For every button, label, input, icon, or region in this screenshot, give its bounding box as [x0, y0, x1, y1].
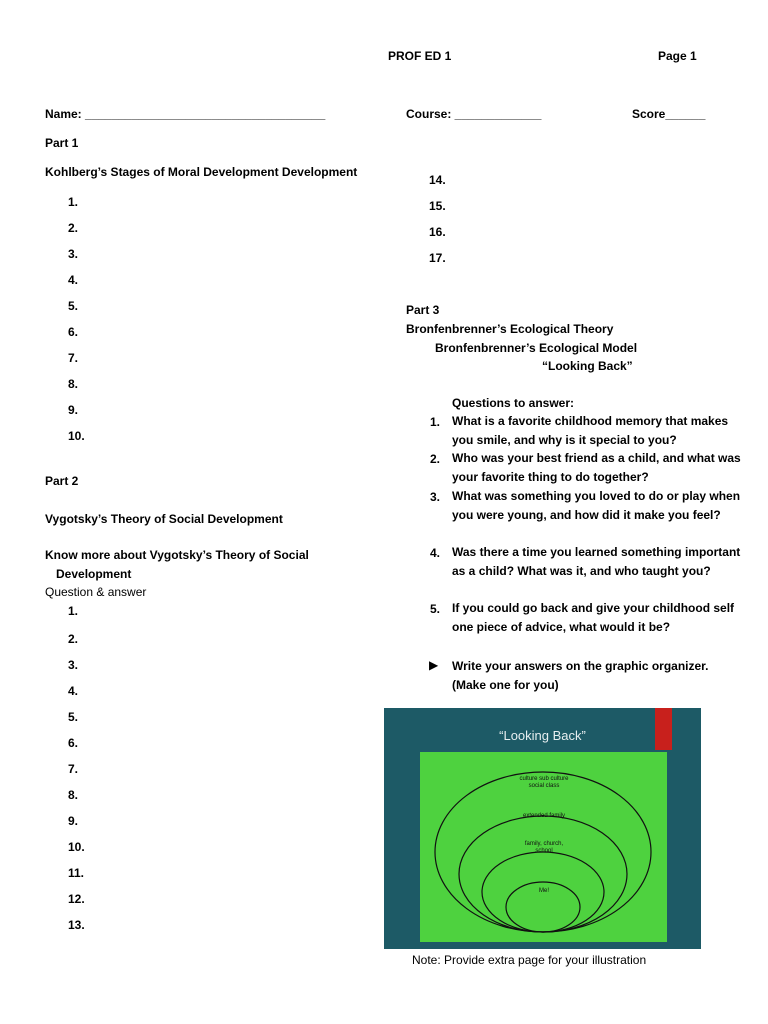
course-field: Course: _____________ — [406, 107, 542, 121]
list-item: 7. — [68, 351, 79, 365]
part3-looking-back: “Looking Back” — [542, 359, 633, 373]
question-text: If you could go back and give your childhood self one piece of advice, what would it be? — [452, 601, 735, 634]
list-item: 6. — [68, 736, 79, 750]
list-item: 1. — [68, 195, 79, 209]
list-item: 5. — [68, 299, 79, 313]
question-text: Was there a time you learned something important as a child? What was it, and who taught you? — [452, 545, 741, 578]
list-item: 2. — [68, 221, 79, 235]
list-item: 11. — [68, 866, 85, 880]
list-item: 12. — [68, 892, 85, 906]
list-item: 13. — [68, 918, 85, 932]
part1-title: Kohlberg’s Stages of Moral Development Development — [45, 165, 358, 179]
part2-heading: Part 2 — [45, 474, 79, 488]
question-text: Who was your best friend as a child, and what was your favorite thing to do together? — [452, 451, 741, 484]
score-field: Score______ — [632, 107, 706, 121]
list-item: 4. — [68, 273, 79, 287]
list-item: 8. — [68, 788, 79, 802]
instruction-line2: (Make one for you) — [452, 678, 559, 692]
ring-label-second: extended family — [522, 813, 566, 819]
instruction-bullet-icon: ▶ — [429, 658, 439, 672]
part3-heading: Part 3 — [406, 303, 440, 317]
question-text: What is a favorite childhood memory that makes you smile, and why is it special to you? — [452, 414, 729, 447]
question-number: 5. — [430, 602, 441, 616]
page-number: Page 1 — [658, 49, 697, 63]
list-item: 8. — [68, 377, 79, 391]
questions-label: Questions to answer: — [452, 396, 575, 410]
ring-label-outer: culture sub culture social class — [519, 776, 569, 789]
part2-title: Vygotsky’s Theory of Social Development — [45, 512, 283, 526]
list-item: 5. — [68, 710, 79, 724]
list-item: 3. — [68, 247, 79, 261]
part2-note: Question & answer — [45, 585, 147, 599]
name-field: Name: ____________________________________ — [45, 107, 326, 121]
figure-title: “Looking Back” — [499, 728, 586, 743]
question-text: What was something you loved to do or play when you were young, and how did it make you feel? — [452, 489, 741, 522]
part2-subtitle-line1: Know more about Vygotsky’s Theory of Social — [45, 548, 309, 562]
list-item: 6. — [68, 325, 79, 339]
graphic-organizer-image — [384, 708, 701, 949]
question-number: 1. — [430, 415, 441, 429]
list-item: 7. — [68, 762, 79, 776]
part3-title: Bronfenbrenner’s Ecological Theory — [406, 322, 614, 336]
ring-label-third: family, church, school — [524, 841, 564, 854]
list-item: 3. — [68, 658, 79, 672]
list-item: 4. — [68, 684, 79, 698]
list-item: 16. — [429, 225, 446, 239]
list-item: 9. — [68, 814, 79, 828]
part3-model-title: Bronfenbrenner’s Ecological Model — [435, 341, 638, 355]
list-item: 14. — [429, 173, 446, 187]
list-item: 2. — [68, 632, 79, 646]
list-item: 1. — [68, 604, 79, 618]
instruction-line1: Write your answers on the graphic organizer. — [452, 659, 709, 673]
question-number: 3. — [430, 490, 441, 504]
part1-heading: Part 1 — [45, 136, 79, 150]
question-number: 2. — [430, 452, 441, 466]
course-code: PROF ED 1 — [388, 49, 452, 63]
list-item: 9. — [68, 403, 79, 417]
question-number: 4. — [430, 546, 441, 560]
list-item: 15. — [429, 199, 446, 213]
list-item: 10. — [68, 840, 85, 854]
ring-label-inner: Me! — [538, 888, 550, 894]
footer-note: Note: Provide extra page for your illustration — [412, 953, 647, 967]
part2-subtitle-line2: Development — [56, 567, 132, 581]
list-item: 17. — [429, 251, 446, 265]
list-item: 10. — [68, 429, 85, 443]
